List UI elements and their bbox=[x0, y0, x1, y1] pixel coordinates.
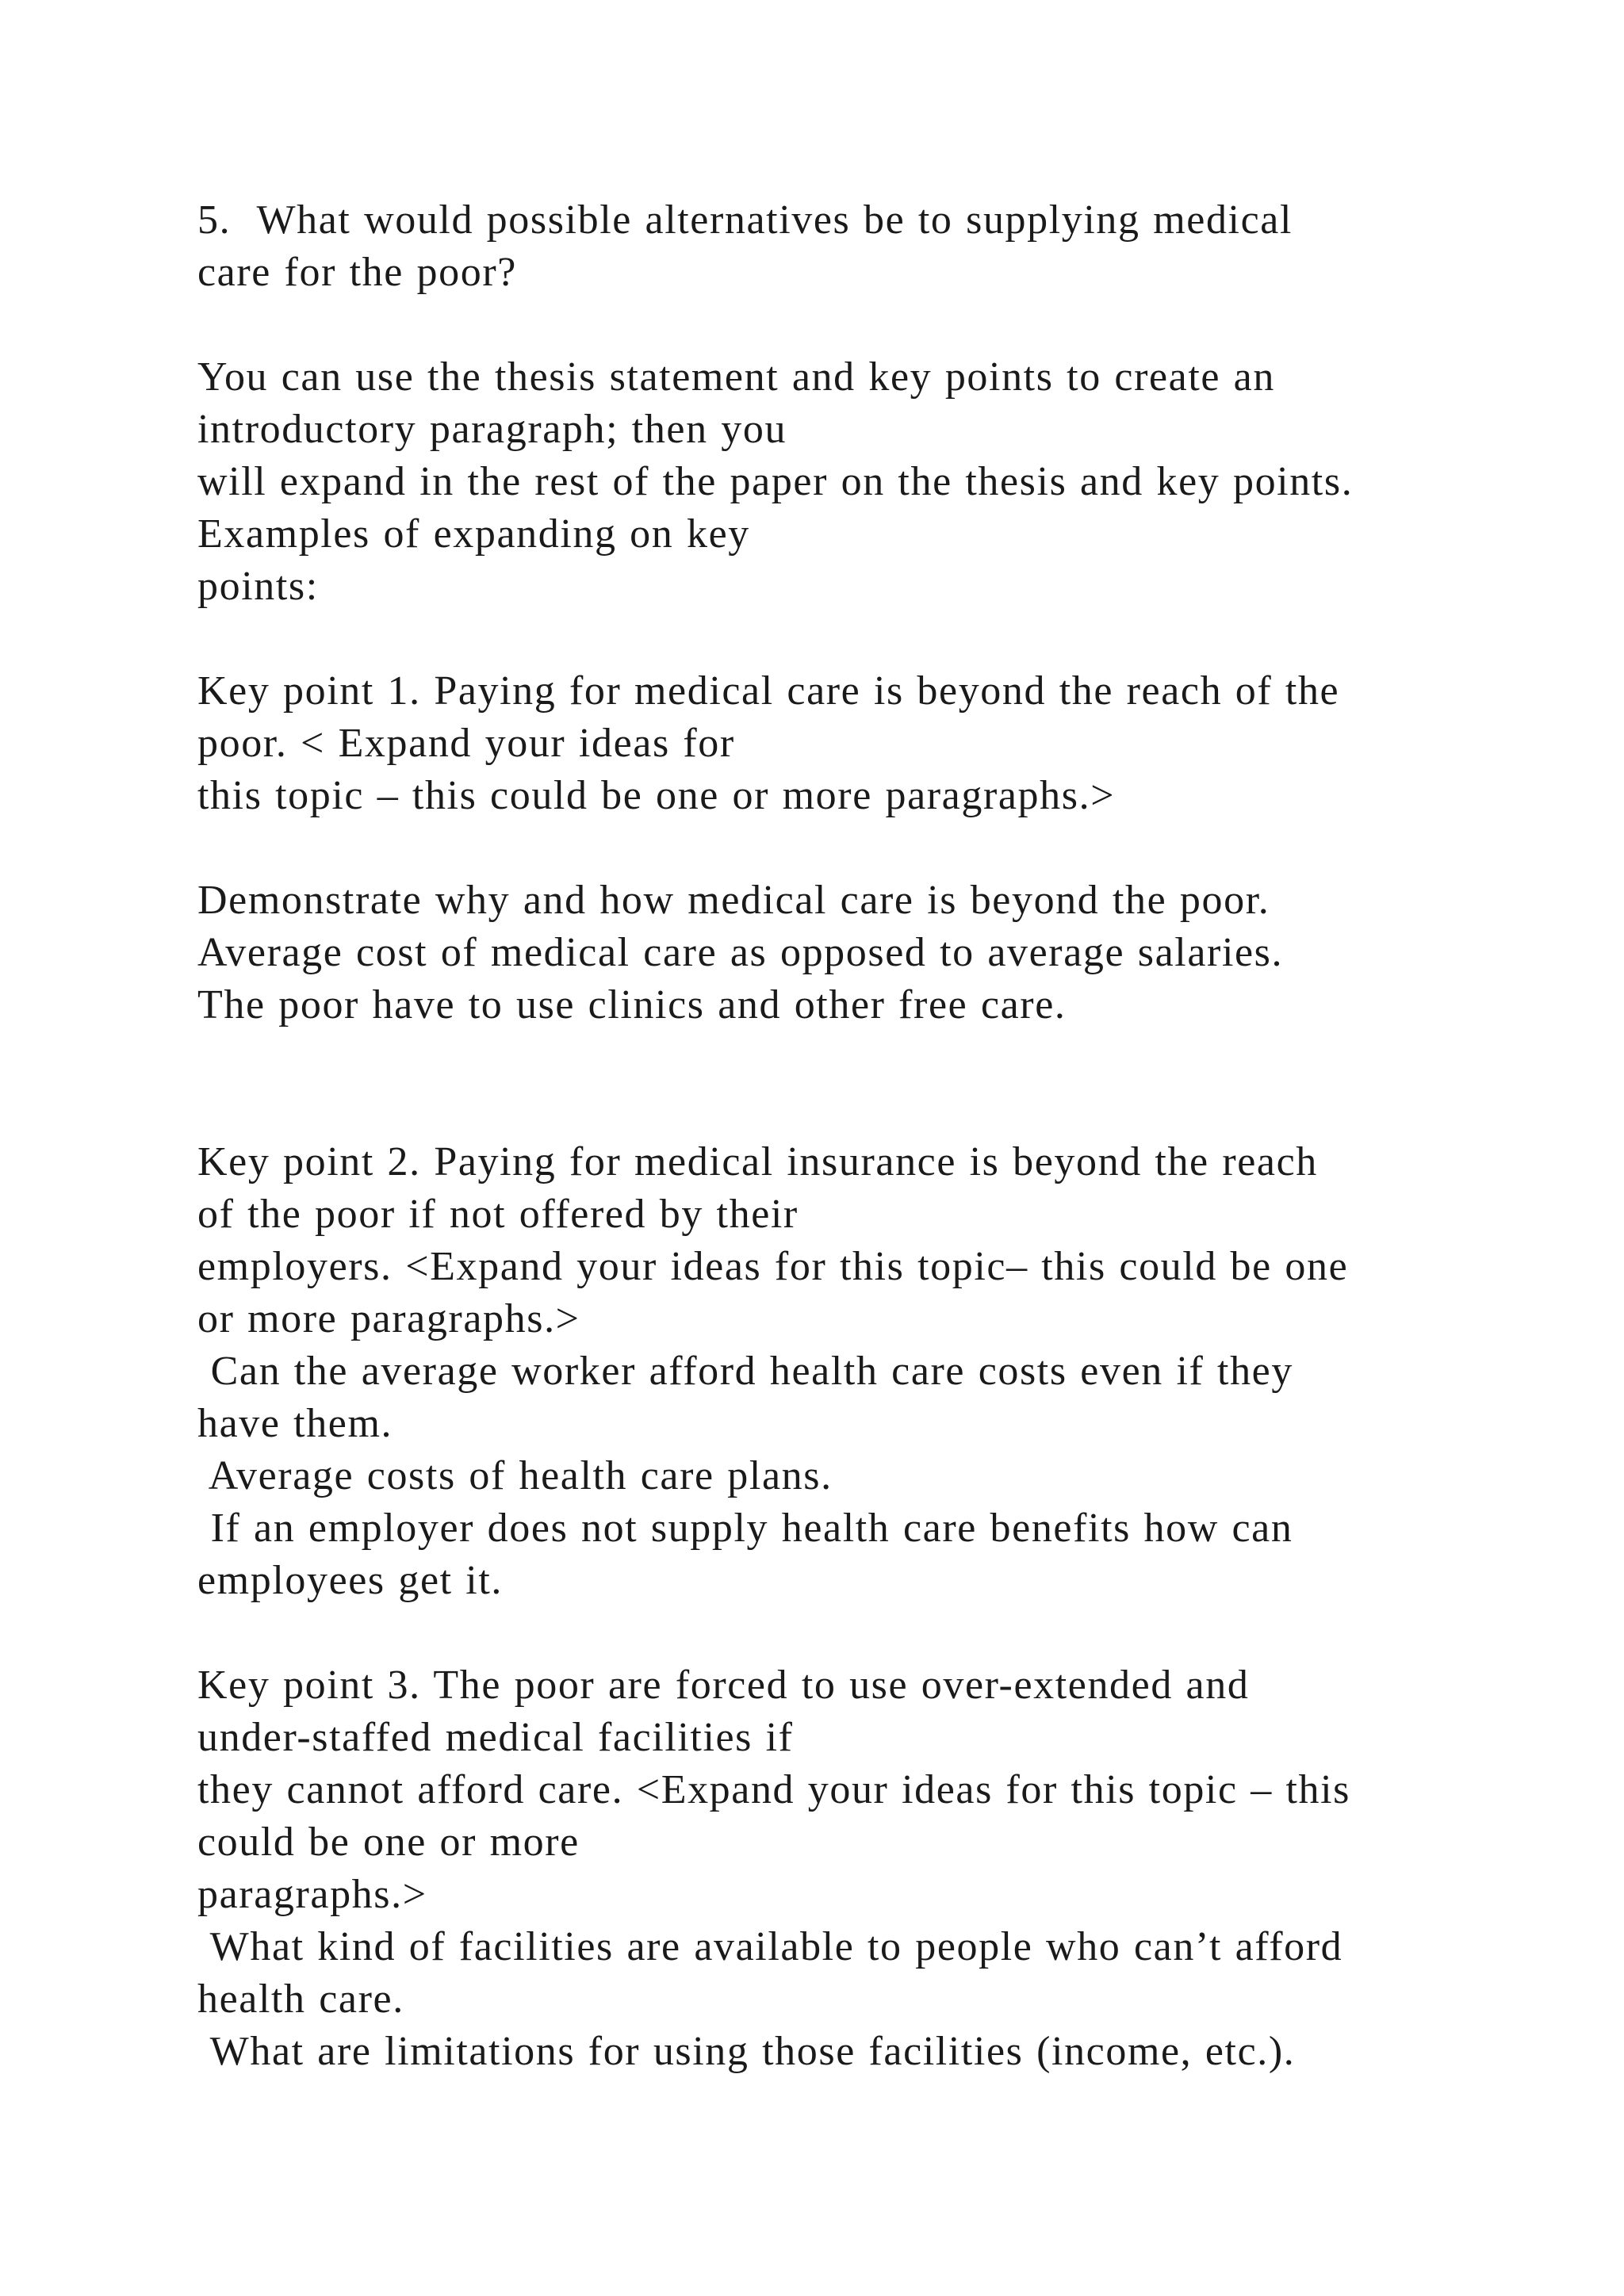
text-line: health care. bbox=[197, 1976, 404, 2022]
text-line: will expand in the rest of the paper on the thesis and key points. bbox=[197, 459, 1354, 504]
paragraph-spacer bbox=[197, 613, 1530, 665]
key-point-3-paragraph bbox=[197, 1659, 1530, 2078]
key-point-2-paragraph bbox=[197, 1136, 1530, 1607]
text-line: introductory paragraph; then you bbox=[197, 407, 787, 452]
key-point-1-paragraph bbox=[197, 665, 1530, 822]
text-line: Key point 2. Paying for medical insurance is beyond the reach bbox=[197, 1139, 1318, 1184]
text-line: Average costs of health care plans. bbox=[197, 1453, 833, 1498]
text-line: The poor have to use clinics and other free care. bbox=[197, 982, 1067, 1027]
text-line: care for the poor? bbox=[197, 250, 517, 295]
text-line: Key point 3. The poor are forced to use over-extended and bbox=[197, 1663, 1250, 1708]
text-line: this topic – this could be one or more paragraphs.> bbox=[197, 773, 1116, 818]
text-line: 5. What would possible alternatives be to supplying medical bbox=[197, 197, 1293, 243]
text-line: could be one or more bbox=[197, 1820, 580, 1865]
text-line: Average cost of medical care as opposed to average salaries. bbox=[197, 930, 1284, 975]
text-line: What are limitations for using those facilities (income, etc.). bbox=[197, 2029, 1296, 2074]
text-line: of the poor if not offered by their bbox=[197, 1192, 799, 1237]
text-line: employers. <Expand your ideas for this topic– this could be one bbox=[197, 1244, 1349, 1289]
text-line: employees get it. bbox=[197, 1558, 503, 1603]
text-line: they cannot afford care. <Expand your ideas for this topic – this bbox=[197, 1767, 1350, 1812]
text-line: Can the average worker afford health care costs even if they bbox=[197, 1349, 1293, 1394]
text-line: poor. < Expand your ideas for bbox=[197, 721, 735, 766]
text-line: Demonstrate why and how medical care is beyond the poor. bbox=[197, 878, 1270, 923]
text-line: points: bbox=[197, 564, 319, 609]
question-paragraph bbox=[197, 194, 1530, 299]
paragraph-spacer bbox=[197, 1031, 1530, 1136]
key-point-1-details bbox=[197, 874, 1530, 1031]
text-line: or more paragraphs.> bbox=[197, 1296, 580, 1341]
text-line: Key point 1. Paying for medical care is beyond the reach of the bbox=[197, 668, 1340, 714]
text-line: You can use the thesis statement and key points to create an bbox=[197, 354, 1275, 400]
text-line: Examples of expanding on key bbox=[197, 511, 750, 557]
text-line: What kind of facilities are available to people who can’t afford bbox=[197, 1924, 1343, 1969]
text-line: If an employer does not supply health care benefits how can bbox=[197, 1506, 1293, 1551]
document-body bbox=[197, 194, 1530, 2078]
text-line: under-staffed medical facilities if bbox=[197, 1715, 794, 1760]
paragraph-spacer bbox=[197, 1607, 1530, 1659]
paragraph-spacer bbox=[197, 822, 1530, 874]
text-line: paragraphs.> bbox=[197, 1872, 427, 1917]
paragraph-spacer bbox=[197, 299, 1530, 351]
intro-paragraph bbox=[197, 351, 1530, 613]
text-line: have them. bbox=[197, 1401, 393, 1446]
